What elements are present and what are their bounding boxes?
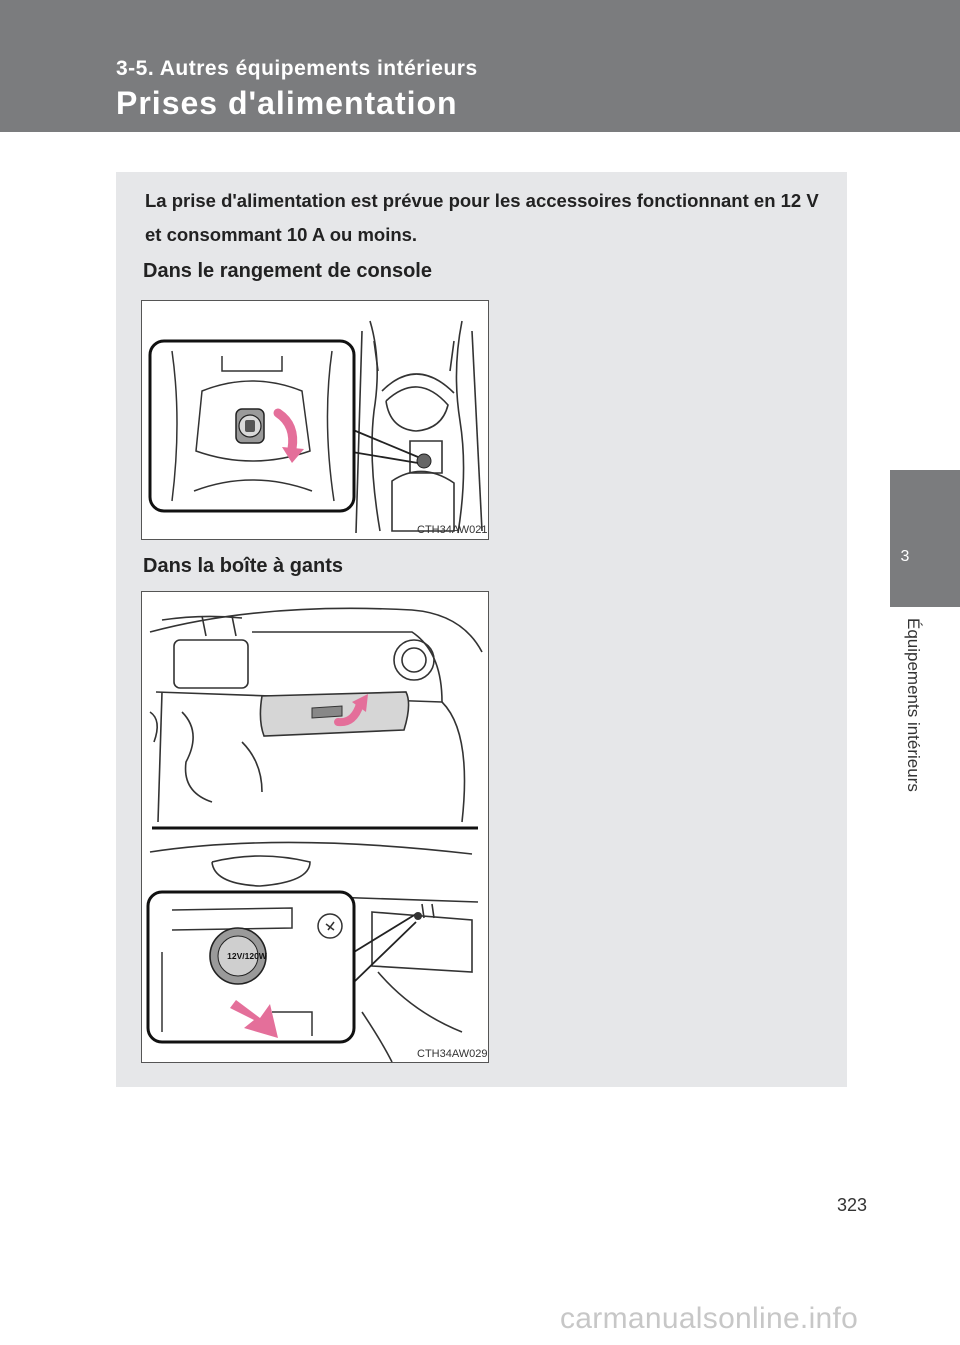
figure-code-console: CTH34AW021 (417, 524, 488, 536)
page-title: Prises d'alimentation (116, 85, 458, 121)
page-number: 323 (837, 1195, 868, 1215)
glovebox-illustration (142, 592, 488, 1062)
section-title: 3-5. Autres équipements intérieurs (116, 57, 478, 80)
chapter-tab (890, 470, 960, 607)
figure-code-glovebox: CTH34AW029 (417, 1048, 488, 1060)
figure-console (141, 300, 489, 540)
intro-text: La prise d'alimentation est prévue pour les accessoires fonctionnant en 12 V et consommant 10 A ou moins. (145, 190, 819, 245)
figure-glovebox (141, 591, 489, 1063)
console-illustration (142, 301, 488, 539)
page-header (0, 0, 960, 132)
chapter-number: 3 (900, 548, 910, 565)
socket-label: 12V/120W (227, 951, 267, 961)
heading-console: Dans le rangement de console (143, 260, 432, 282)
footer-watermark[interactable]: carmanualsonline.info (560, 1302, 859, 1335)
heading-glovebox: Dans la boîte à gants (143, 555, 344, 577)
chapter-label: Équipements intérieurs (904, 618, 923, 792)
